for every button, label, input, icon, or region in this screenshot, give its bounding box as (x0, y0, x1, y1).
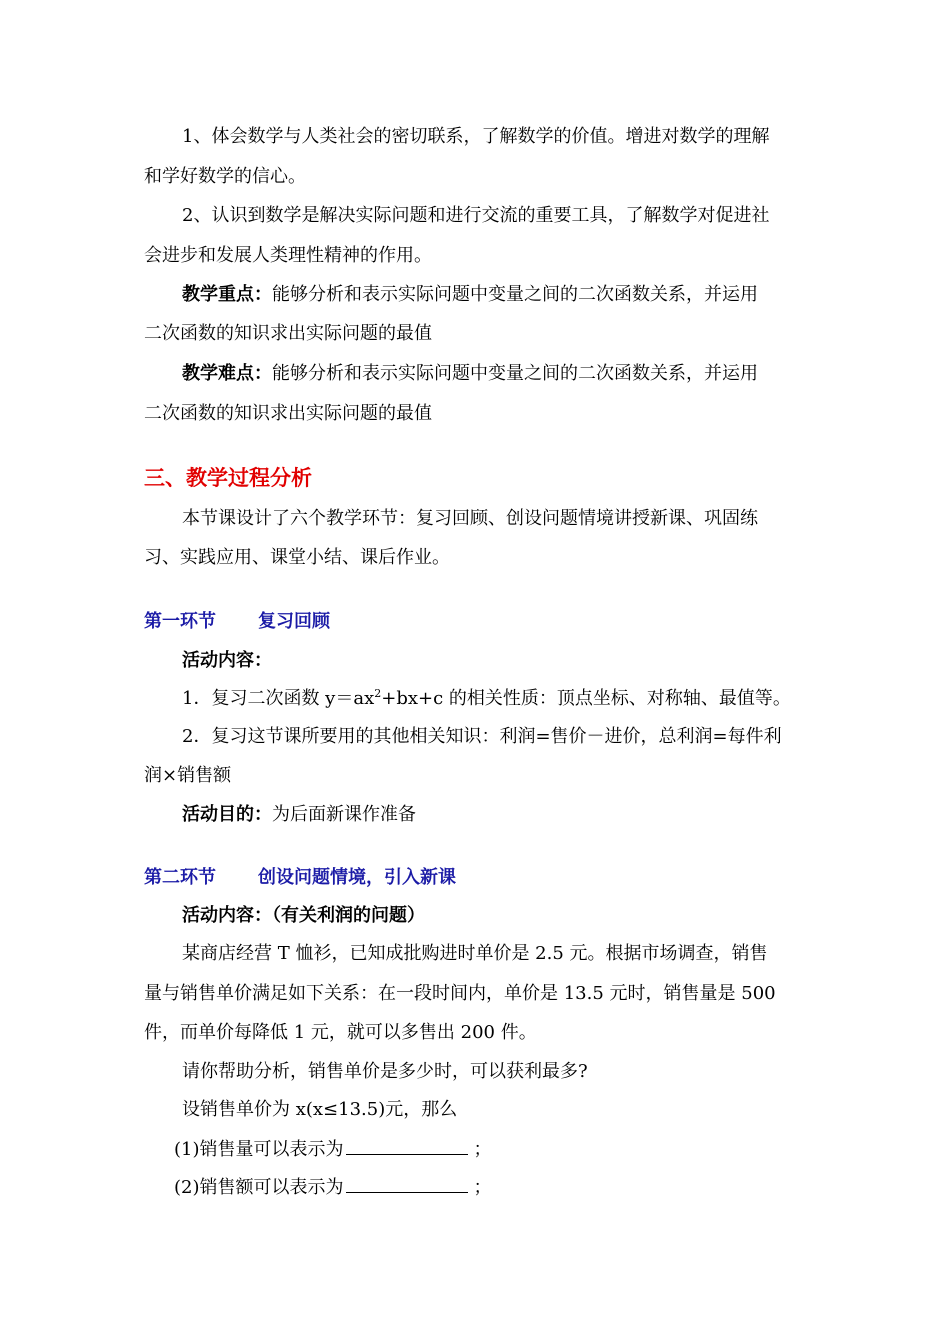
problem-line-2: 量与销售单价满足如下关系：在一段时间内，单价是 13.5 元时，销售量是 500 (144, 983, 776, 1004)
problem-setup: 设销售单价为 x(x≤13.5)元，那么 (182, 1099, 458, 1120)
stage-1-heading (144, 609, 330, 635)
item-1-text-pre: 1．复习二次函数 y＝ax (182, 688, 375, 709)
stage-1-goal (182, 802, 416, 828)
teaching-difficulty (182, 361, 758, 387)
problem-line-1: 某商店经营 T 恤衫，已知成批购进时单价是 2.5 元。根据市场调查，销售 (182, 943, 768, 964)
objective-2-line-2: 会进步和发展人类理性精神的作用。 (144, 245, 432, 266)
stage-1-goal-text: 为后面新课作准备 (272, 804, 416, 825)
item-1-text-post: +bx+c 的相关性质：顶点坐标、对称轴、最值等。 (381, 688, 791, 709)
section-3-paragraph-line-2: 习、实践应用、课堂小结、课后作业。 (144, 547, 450, 568)
teaching-difficulty-text: 能够分析和表示实际问题中变量之间的二次函数关系，并运用 (272, 363, 758, 384)
stage-1-item-2-line-1: 2．复习这节课所要用的其他相关知识：利润=售价－进价，总利润=每件利 (182, 726, 782, 747)
objective-1-line-2: 和学好数学的信心。 (144, 166, 306, 187)
teaching-key-line-2: 二次函数的知识求出实际问题的最值 (144, 323, 432, 344)
question-1 (174, 1136, 492, 1163)
objective-1-line-1: 1、体会数学与人类社会的密切联系，了解数学的价值。增进对数学的理解 (182, 126, 770, 147)
stage-2-label: 第二环节 (144, 867, 216, 888)
teaching-key-label: 教学重点： (182, 284, 272, 305)
teaching-difficulty-label: 教学难点： (182, 363, 272, 384)
stage-1-title: 复习回顾 (258, 611, 330, 632)
question-2-end: ； (473, 1177, 492, 1198)
section-3-paragraph-line-1: 本节课设计了六个教学环节：复习回顾、创设问题情境讲授新课、巩固练 (182, 508, 758, 529)
question-2-blank (346, 1174, 468, 1193)
stage-2-title: 创设问题情境，引入新课 (258, 867, 456, 888)
stage-1-item-1 (182, 686, 791, 712)
exponent: 2 (374, 687, 382, 700)
question-2-text: (2)销售额可以表示为 (174, 1177, 344, 1198)
problem-line-3: 件，而单价每降低 1 元，就可以多售出 200 件。 (144, 1022, 537, 1043)
question-1-blank (346, 1136, 468, 1155)
teaching-key-text: 能够分析和表示实际问题中变量之间的二次函数关系，并运用 (272, 284, 758, 305)
section-3-heading: 三、教学过程分析 (144, 466, 312, 490)
stage-1-item-2-line-2: 润×销售额 (144, 765, 232, 786)
teaching-key-point (182, 282, 758, 308)
question-1-end: ； (473, 1139, 492, 1160)
teaching-difficulty-line-2: 二次函数的知识求出实际问题的最值 (144, 403, 432, 424)
question-2 (174, 1174, 492, 1201)
objective-2-line-1: 2、认识到数学是解决实际问题和进行交流的重要工具，了解数学对促进社 (182, 205, 770, 226)
stage-2-content-label: 活动内容：（有关利润的问题） (182, 905, 425, 926)
stage-1-content-label: 活动内容： (182, 650, 272, 671)
stage-1-goal-label: 活动目的： (182, 804, 272, 825)
question-1-text: (1)销售量可以表示为 (174, 1139, 344, 1160)
stage-2-heading (144, 865, 456, 891)
problem-question: 请你帮助分析，销售单价是多少时，可以获利最多? (182, 1061, 588, 1082)
stage-1-label: 第一环节 (144, 611, 216, 632)
